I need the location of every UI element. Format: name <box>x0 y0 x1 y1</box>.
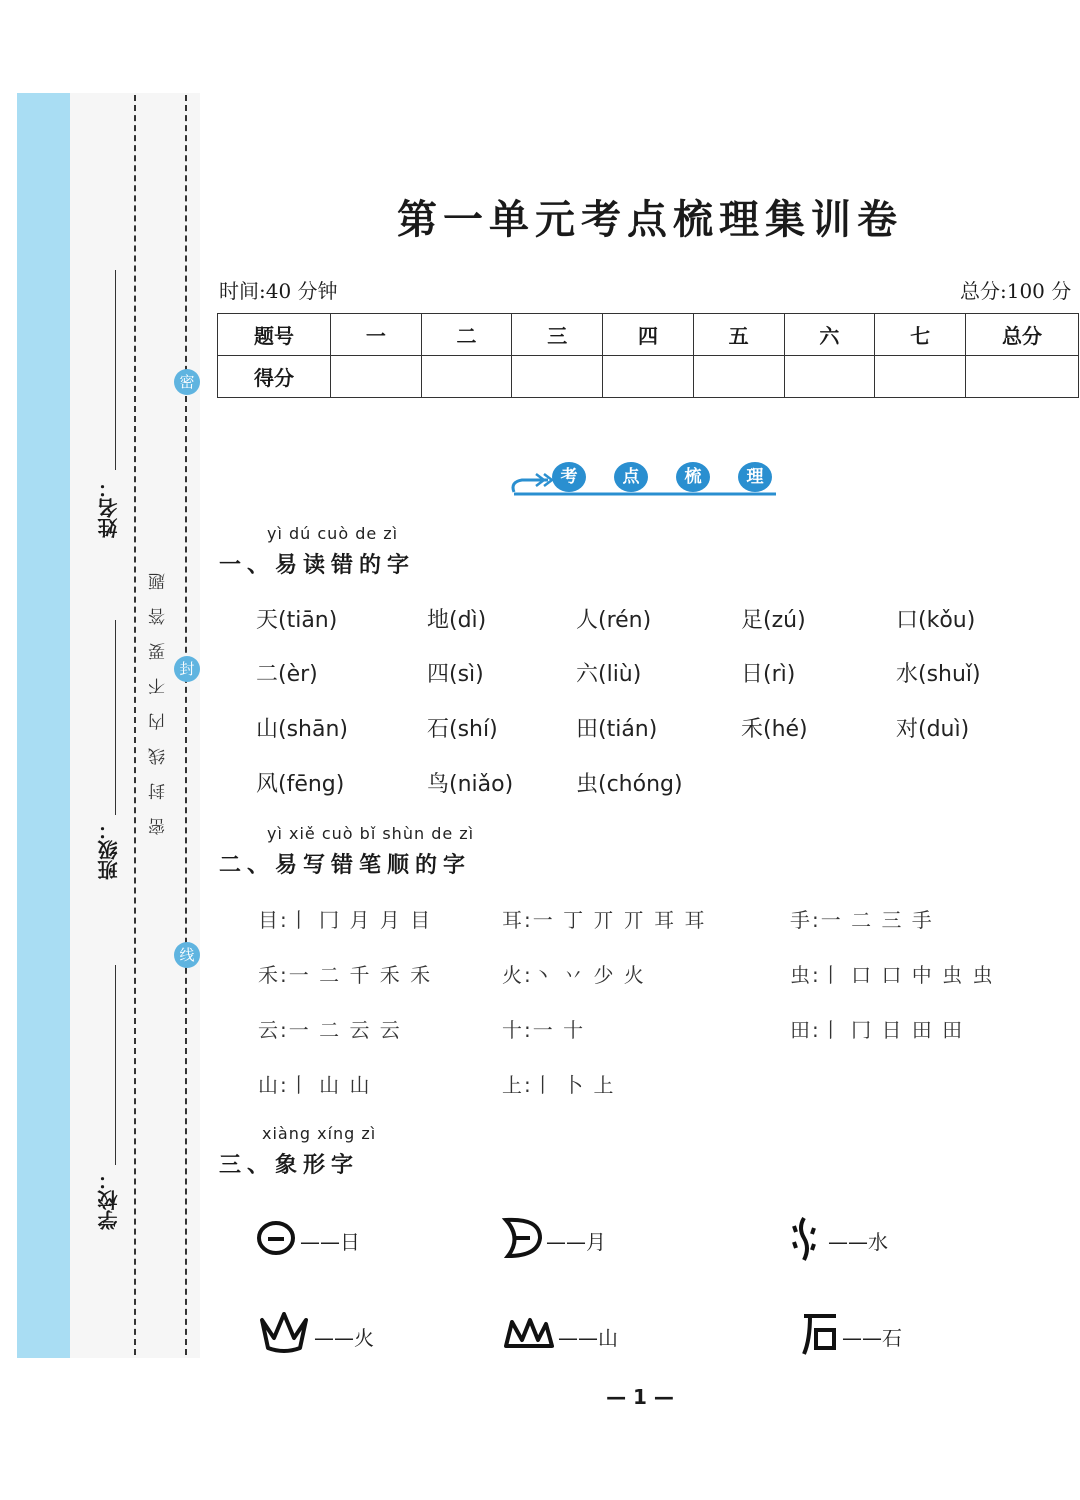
class-field-line[interactable] <box>115 620 116 815</box>
table-cell: 二 <box>421 314 512 356</box>
name-label: 姓名： <box>97 478 121 538</box>
stroke-order-item: 目:丨 冂 月 月 目 <box>258 908 433 932</box>
moon-pictograph-icon <box>500 1214 546 1260</box>
score-input-cell[interactable] <box>603 356 694 398</box>
stroke-order-item: 十:一 十 <box>502 1018 586 1042</box>
fire-pictograph-icon <box>258 1312 310 1354</box>
list-item: 六(liù) <box>576 662 642 687</box>
table-cell: 一 <box>331 314 422 356</box>
section2-pinyin: yì xiě cuò bǐ shùn de zì <box>267 824 475 843</box>
section1-title: 一、易读错的字 <box>219 553 416 578</box>
table-cell: 三 <box>512 314 603 356</box>
score-table-score-row <box>218 356 1079 398</box>
score-input-cell[interactable] <box>966 356 1079 398</box>
water-pictograph-icon <box>790 1216 820 1262</box>
seal-mark-xian: 线 <box>174 942 200 968</box>
pictograph-label: ——山 <box>558 1326 618 1350</box>
score-input-cell[interactable] <box>875 356 966 398</box>
list-item: 石(shí) <box>427 717 498 742</box>
school-label: 学校： <box>97 1170 121 1230</box>
list-item: 田(tián) <box>576 717 658 742</box>
binding-strip <box>17 93 70 1358</box>
section-banner <box>508 462 780 498</box>
list-item: 对(duì) <box>896 717 970 742</box>
banner-char: 梳 <box>676 462 710 492</box>
score-table-header-row <box>218 314 1079 356</box>
pictograph-label: ——水 <box>828 1230 888 1254</box>
list-item: 天(tiān) <box>256 608 338 633</box>
stroke-order-item: 火:丶 丷 少 火 <box>502 963 646 987</box>
seal-mark-mi: 密 <box>174 369 200 395</box>
seal-notice: 密封线内不要答题 <box>149 555 169 835</box>
stroke-order-item: 禾:一 二 千 禾 禾 <box>258 963 433 987</box>
list-item: 水(shuǐ) <box>896 662 981 687</box>
list-item: 日(rì) <box>741 662 796 687</box>
stroke-order-item: 虫:丨 口 口 中 虫 虫 <box>790 963 995 987</box>
stroke-order-item: 云:一 二 云 云 <box>258 1018 402 1042</box>
seal-mark-feng: 封 <box>174 656 200 682</box>
section2-title: 二、易写错笔顺的字 <box>219 853 472 878</box>
page-title: 第一单元考点梳理集训卷 <box>397 196 903 243</box>
table-cell: 总分 <box>966 314 1079 356</box>
stroke-order-item: 山:丨 山 山 <box>258 1073 372 1097</box>
stone-pictograph-icon <box>800 1312 840 1356</box>
list-item: 山(shān) <box>256 717 348 742</box>
table-cell: 五 <box>693 314 784 356</box>
section1-pinyin: yì dú cuò de zì <box>267 524 399 543</box>
table-cell: 得分 <box>218 356 331 398</box>
pictograph-label: ——日 <box>300 1230 360 1254</box>
score-table <box>217 313 1079 398</box>
class-label: 班级： <box>97 820 121 880</box>
list-item: 虫(chóng) <box>576 772 683 797</box>
page-number: — 1 — <box>606 1385 674 1409</box>
score-input-cell[interactable] <box>784 356 875 398</box>
banner-char: 理 <box>738 462 772 492</box>
table-cell: 题号 <box>218 314 331 356</box>
list-item: 鸟(niǎo) <box>427 772 514 797</box>
school-field-line[interactable] <box>115 965 116 1165</box>
sun-pictograph-icon <box>256 1218 298 1258</box>
list-item: 风(fēng) <box>256 772 345 797</box>
mountain-pictograph-icon <box>502 1316 556 1350</box>
total-score-info: 总分:100 分 <box>960 279 1072 303</box>
score-input-cell[interactable] <box>331 356 422 398</box>
stroke-order-item: 田:丨 冂 日 田 田 <box>790 1018 965 1042</box>
cut-line-outer <box>134 95 136 1355</box>
score-input-cell[interactable] <box>421 356 512 398</box>
list-item: 二(èr) <box>256 662 318 687</box>
table-cell: 七 <box>875 314 966 356</box>
list-item: 禾(hé) <box>741 717 808 742</box>
stroke-order-item: 上:丨 卜 上 <box>502 1073 616 1097</box>
section3-title: 三、象形字 <box>219 1153 360 1178</box>
list-item: 足(zú) <box>741 608 806 633</box>
stroke-order-item: 耳:一 丁 丌 丌 耳 耳 <box>502 908 707 932</box>
list-item: 口(kǒu) <box>896 608 976 633</box>
pictograph-label: ——石 <box>842 1326 902 1350</box>
score-input-cell[interactable] <box>693 356 784 398</box>
time-info: 时间:40 分钟 <box>219 279 338 303</box>
table-cell: 六 <box>784 314 875 356</box>
section3-pinyin: xiàng xíng zì <box>262 1124 377 1143</box>
cut-line-inner <box>185 95 187 1355</box>
list-item: 四(sì) <box>427 662 484 687</box>
pictograph-label: ——火 <box>314 1326 374 1350</box>
table-cell: 四 <box>603 314 694 356</box>
banner-char: 点 <box>614 462 648 492</box>
list-item: 人(rén) <box>576 608 652 633</box>
score-input-cell[interactable] <box>512 356 603 398</box>
pictograph-label: ——月 <box>546 1230 606 1254</box>
stroke-order-item: 手:一 二 三 手 <box>790 908 934 932</box>
list-item: 地(dì) <box>427 608 487 633</box>
name-field-line[interactable] <box>115 270 116 470</box>
banner-char: 考 <box>552 462 586 492</box>
